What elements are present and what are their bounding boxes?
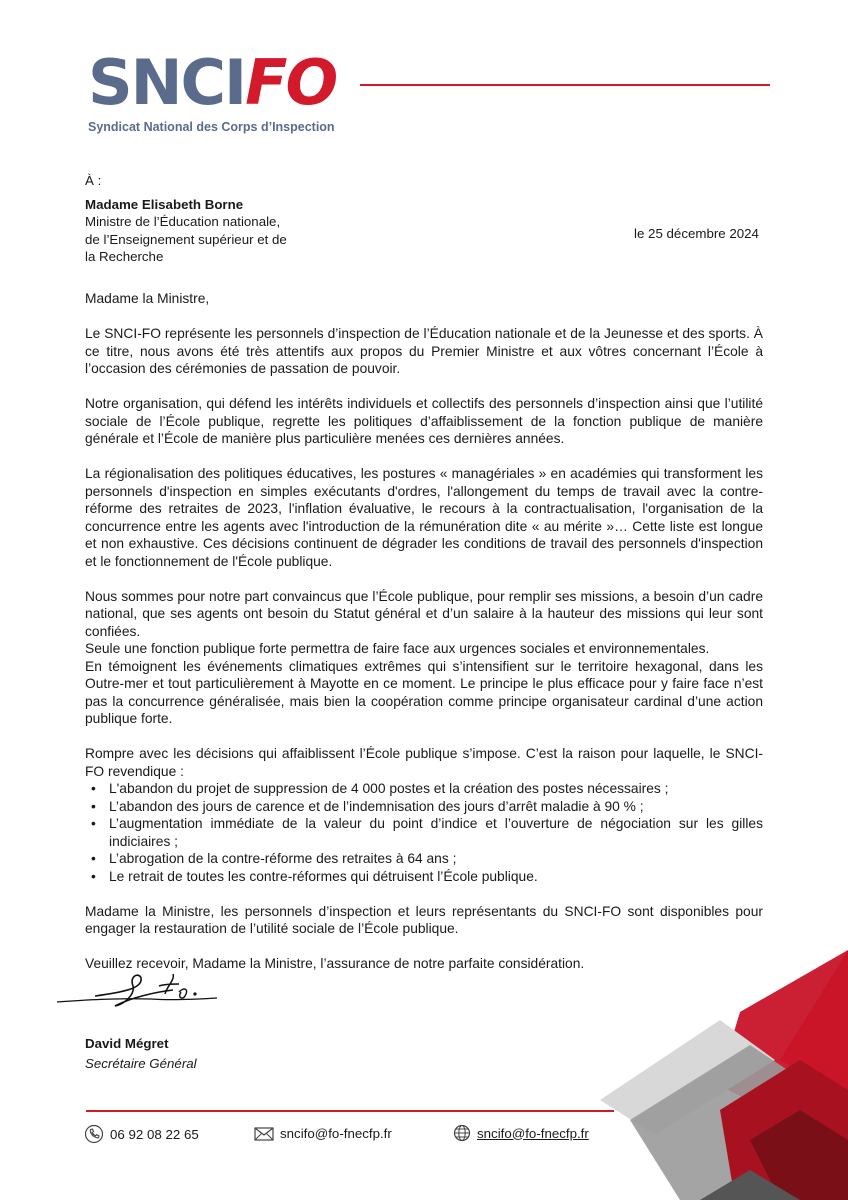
decorative-corner-shapes (600, 950, 848, 1200)
globe-icon (453, 1124, 471, 1142)
salutation: Madame la Ministre, (85, 291, 210, 306)
list-item: • L’abandon des jours de carence et de l’indemnisation des jours d’arrêt maladie à 90 % ; (85, 798, 763, 816)
recipient-title-line: Ministre de l’Éducation nationale, (85, 214, 281, 229)
phone-icon (84, 1124, 104, 1144)
recipient-block (85, 172, 287, 266)
footer-email (254, 1124, 392, 1142)
logo-fo-text: FO (245, 46, 337, 119)
signatory-role: Secrétaire Général (85, 1056, 197, 1071)
paragraph: Notre organisation, qui défend les intérêts individuels et collectifs des personnels d’inspection ainsi que l’utilité sociale de l’École publique, regrette les politiques d’affaiblissement de la fonction publique de manière générale et l’École de manière plus particulière menées ces dernières années. (85, 396, 763, 446)
demands-list (85, 780, 763, 885)
recipient-title-line: de l’Enseignement supérieur et de (85, 231, 287, 247)
letter-date: le 25 décembre 2024 (634, 226, 759, 241)
email-address[interactable]: sncifo@fo-fnecfp.fr (280, 1125, 392, 1141)
list-item: • L’augmentation immédiate de la valeur du point d’indice et l’ouverture de négociation sur les gilles indiciaires ; (85, 815, 763, 850)
website-link[interactable]: sncifo@fo-fnecfp.fr (477, 1125, 589, 1141)
handwritten-signature (55, 968, 220, 1018)
paragraph: Le SNCI-FO représente les personnels d’inspection de l’Éducation nationale et de la Jeunesse et des sports. À ce titre, nous avons été très attentifs aux propos du Premier Ministre et aux vôtres concernant l’École à l’occasion des cérémonies de passation de pouvoir. (85, 326, 763, 376)
recipient-name: Madame Elisabeth Borne (85, 196, 244, 212)
logo-snci-text: SNCI (88, 46, 246, 119)
logo-subtitle: Syndicat National des Corps d’Inspection (88, 120, 335, 134)
envelope-icon (254, 1124, 274, 1142)
logo-wordmark (88, 46, 337, 119)
paragraph: La régionalisation des politiques éducatives, les postures « managériales » en académies qui transforment les personnels d'inspection en simples exécutants d'ordres, l'allongement du temps de travail avec la contre-réforme des retraites de 2023, l'inflation évaluative, le recours à la contractualisation, l'organisation de la concurrence entre les agents avec l'introduction de la rémunération dite « au mérite »… Cette liste est longue et non exhaustive. Ces décisions continuent de dégrader les conditions de travail des personnels d'inspection et le fonctionnement de l'École publique. (85, 466, 763, 569)
paragraph: Rompre avec les décisions qui affaiblissent l’École publique s’impose. C’est la raison pour laquelle, le SNCI-FO revendique : (85, 746, 763, 779)
header-divider (360, 84, 770, 86)
closing-formula: Veuillez recevoir, Madame la Ministre, l’assurance de notre parfaite considération. (85, 956, 585, 971)
paragraph: En témoignent les événements climatiques extrêmes qui s’intensifient sur le territoire hexagonal, dans les Outre-mer et tout particulièrement à Mayotte en ce moment. Le principe le plus efficace pour y faire face n’est pas la concurrence généralisée, mais bien la coopération comme principe organisateur cardinal d’une action publique forte. (85, 658, 763, 726)
footer-phone (84, 1124, 199, 1144)
phone-number: 06 92 08 22 65 (110, 1126, 199, 1142)
list-item: • Le retrait de toutes les contre-réformes qui détruisent l’École publique. (85, 868, 763, 886)
signatory (85, 1034, 197, 1074)
paragraph: Madame la Ministre, les personnels d’inspection et leurs représentants du SNCI-FO sont disponibles pour engager la restauration de l’utilité sociale de l’École publique. (85, 903, 763, 936)
signatory-name: David Mégret (85, 1036, 169, 1051)
list-item: • L’abrogation de la contre-réforme des retraites à 64 ans ; (85, 850, 763, 868)
paragraph: Nous sommes pour notre part convaincus que l’École publique, pour remplir ses missions, a besoin d’un cadre national, que ses agents ont besoin du Statut général et d’un salaire à la hauteur des missions qui leur sont confiées. (85, 588, 763, 639)
footer-divider (86, 1110, 614, 1112)
footer-website (453, 1124, 589, 1142)
letter-body (85, 290, 763, 990)
recipient-title-line: la Recherche (85, 249, 164, 264)
snci-fo-logo (88, 46, 338, 140)
recipient-to-label: À : (85, 173, 102, 188)
paragraph: Seule une fonction publique forte permettra de faire face aux urgences sociales et environnementales. (85, 641, 710, 656)
list-item: • L'abandon du projet de suppression de 4 000 postes et la création des postes nécessaires ; (85, 780, 763, 798)
